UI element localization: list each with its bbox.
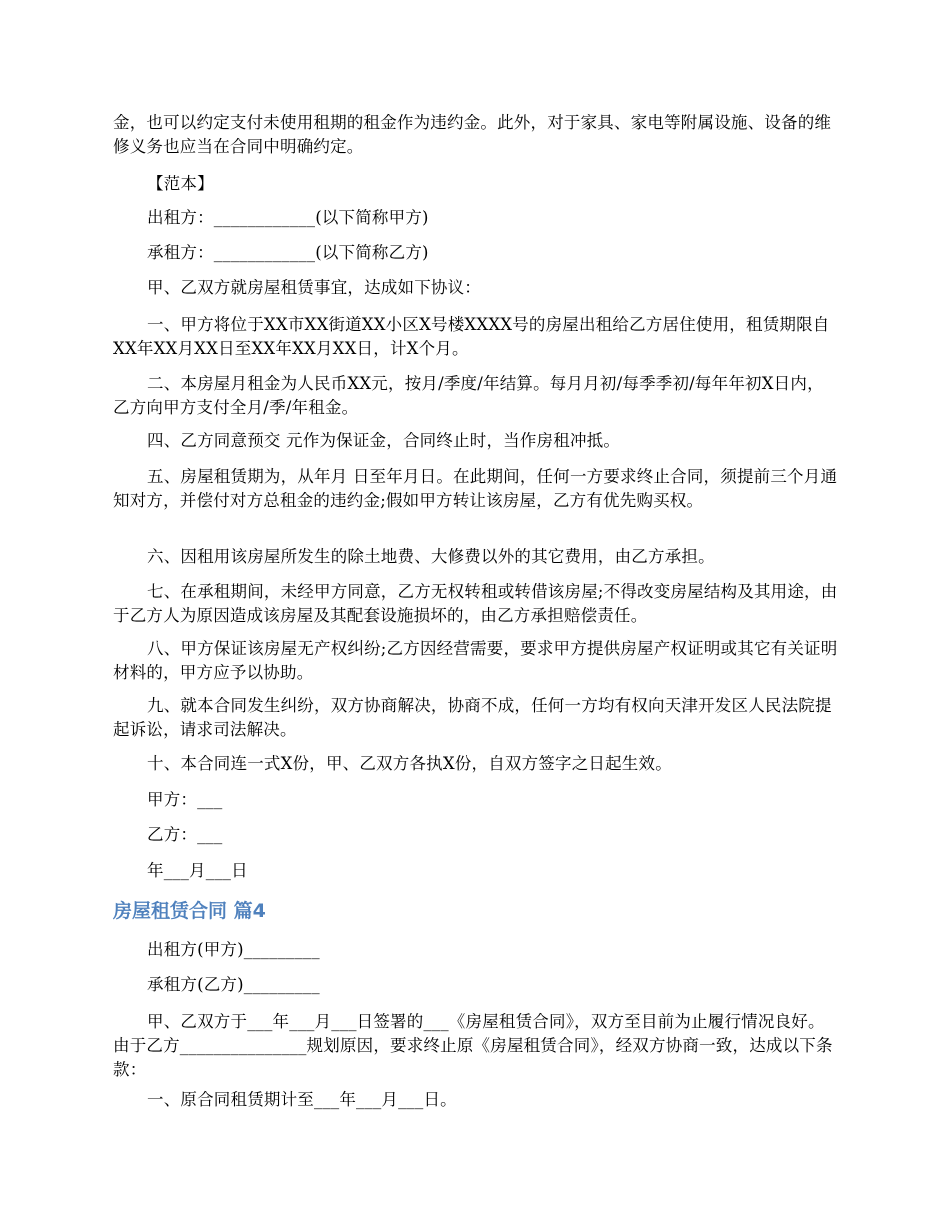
paragraph-termination-clause-1: 一、原合同租赁期计至___年___月___日。 xyxy=(147,1090,457,1109)
paragraph-clause-9: 九、就本合同发生纠纷，双方协商解决，协商不成，任何一方均有权向天津开发区人民法院提起诉讼，请求司法解决。 xyxy=(113,696,832,739)
paragraph-lessor-party-a: 出租方(甲方)_________ xyxy=(147,940,320,959)
paragraph-lessee-party-b: 承租方(乙方)_________ xyxy=(147,975,320,994)
paragraph-agreement-intro: 甲、乙双方就房屋租赁事宜，达成如下协议： xyxy=(147,278,481,297)
paragraph-clause-10: 十、本合同连一式X份，甲、乙双方各执X份，自双方签字之日起生效。 xyxy=(147,754,672,773)
paragraph-clause-4: 四、乙方同意预交 元作为保证金，合同终止时，当作房租冲抵。 xyxy=(147,431,621,450)
signature-party-b: 乙方：___ xyxy=(147,825,223,844)
signature-date: 年___月___日 xyxy=(147,861,248,880)
paragraph-clause-5: 五、房屋租赁期为，从年月 日至年月日。在此期间，任何一方要求终止合同，须提前三个月通知对方，并偿付对方总租金的违约金;假如甲方转让该房屋，乙方有优先购买权。 xyxy=(113,467,838,510)
paragraph-template-label: 【范本】 xyxy=(147,174,214,193)
paragraph-clause-1: 一、甲方将位于XX市XX街道XX小区X号楼XXXX号的房屋出租给乙方居住使用，租赁期限自XX年XX月XX日至XX年XX月XX日，计X个月。 xyxy=(113,315,830,358)
paragraph-lessor: 出租方：____________(以下简称甲方) xyxy=(147,208,429,227)
paragraph-lessee: 承租方：____________(以下简称乙方) xyxy=(147,243,429,262)
paragraph-termination-intro: 甲、乙双方于___年___月___日签署的___《房屋租赁合同》，双方至目前为止履行情况良好。由于乙方_______________规划原因，要求终止原《房屋租赁合同》，经双方协商一致，达成以下条款： xyxy=(113,1012,833,1079)
signature-party-a: 甲方：___ xyxy=(147,790,223,809)
paragraph-clause-6: 六、因租用该房屋所发生的除土地费、大修费以外的其它费用，由乙方承担。 xyxy=(147,547,715,566)
paragraph-clause-2: 二、本房屋月租金为人民币XX元，按月/季度/年结算。每月月初/每季季初/每年年初X日内，乙方向甲方支付全月/季/年租金。 xyxy=(113,374,824,417)
paragraph-continuation: 金，也可以约定支付未使用租期的租金作为违约金。此外，对于家具、家电等附属设施、设备的维修义务也应当在合同中明确约定。 xyxy=(113,113,832,156)
paragraph-clause-7: 七、在承租期间，未经甲方同意，乙方无权转租或转借该房屋;不得改变房屋结构及其用途，由于乙方人为原因造成该房屋及其配套设施损坏的，由乙方承担赔偿责任。 xyxy=(113,582,838,625)
section-heading: 房屋租赁合同 篇4 xyxy=(113,900,266,922)
paragraph-clause-8: 八、甲方保证该房屋无产权纠纷;乙方因经营需要，要求甲方提供房屋产权证明或其它有关证明材料的，甲方应予以协助。 xyxy=(113,639,838,682)
